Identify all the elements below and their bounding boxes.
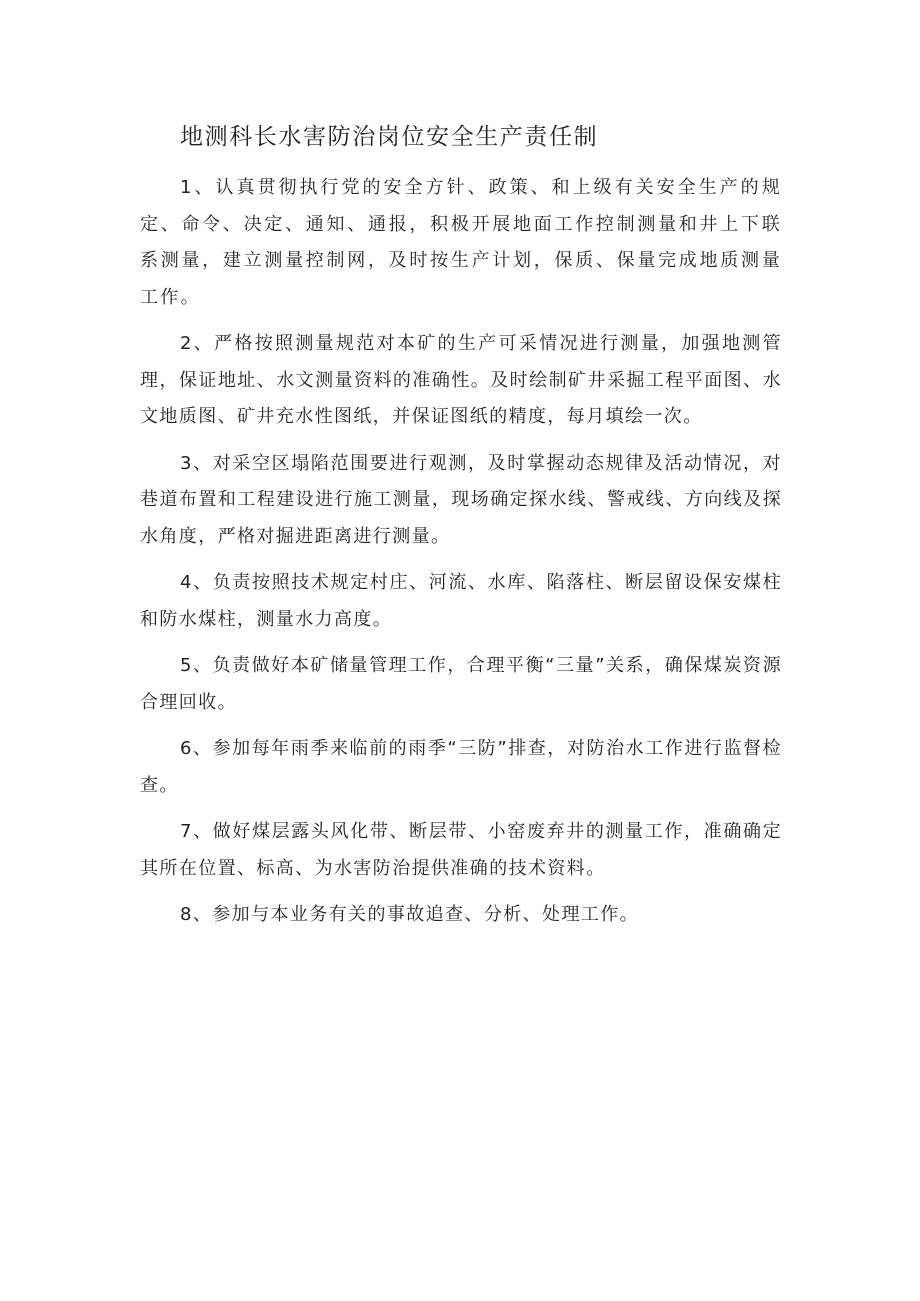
document-title: 地测科长水害防治岗位安全生产责任制 — [180, 124, 599, 150]
paragraph-7: 7、做好煤层露头风化带、断层带、小窑废弃井的测量工作，准确确定其所在位置、标高、为水害防治提供准确的技术资料。 — [140, 821, 782, 879]
paragraph-2: 2、严格按照测量规范对本矿的生产可采情况进行测量，加强地测管理，保证地址、水文测量资料的准确性。及时绘制矿井采掘工程平面图、水文地质图、矿井充水性图纸，并保证图纸的精度，每月填绘一次。 — [140, 333, 782, 427]
paragraph-5: 5、负责做好本矿储量管理工作，合理平衡“三量”关系，确保煤炭资源合理回收。 — [140, 655, 782, 713]
paragraph-6: 6、参加每年雨季来临前的雨季“三防”排查，对防治水工作进行监督检查。 — [140, 738, 782, 796]
paragraph-1: 1、认真贯彻执行党的安全方针、政策、和上级有关安全生产的规定、命令、决定、通知、通报，积极开展地面工作控制测量和井上下联系测量，建立测量控制网，及时按生产计划，保质、保量完成地质测量工作。 — [140, 177, 782, 308]
document-body — [140, 170, 782, 944]
paragraph-4: 4、负责按照技术规定村庄、河流、水库、陷落柱、断层留设保安煤柱和防水煤柱，测量水力高度。 — [140, 572, 782, 630]
paragraph-3: 3、对采空区塌陷范围要进行观测，及时掌握动态规律及活动情况，对巷道布置和工程建设进行施工测量，现场确定探水线、警戒线、方向线及探水角度，严格对掘进距离进行测量。 — [140, 452, 782, 547]
paragraph-8: 8、参加与本业务有关的事故追查、分析、处理工作。 — [180, 904, 640, 925]
